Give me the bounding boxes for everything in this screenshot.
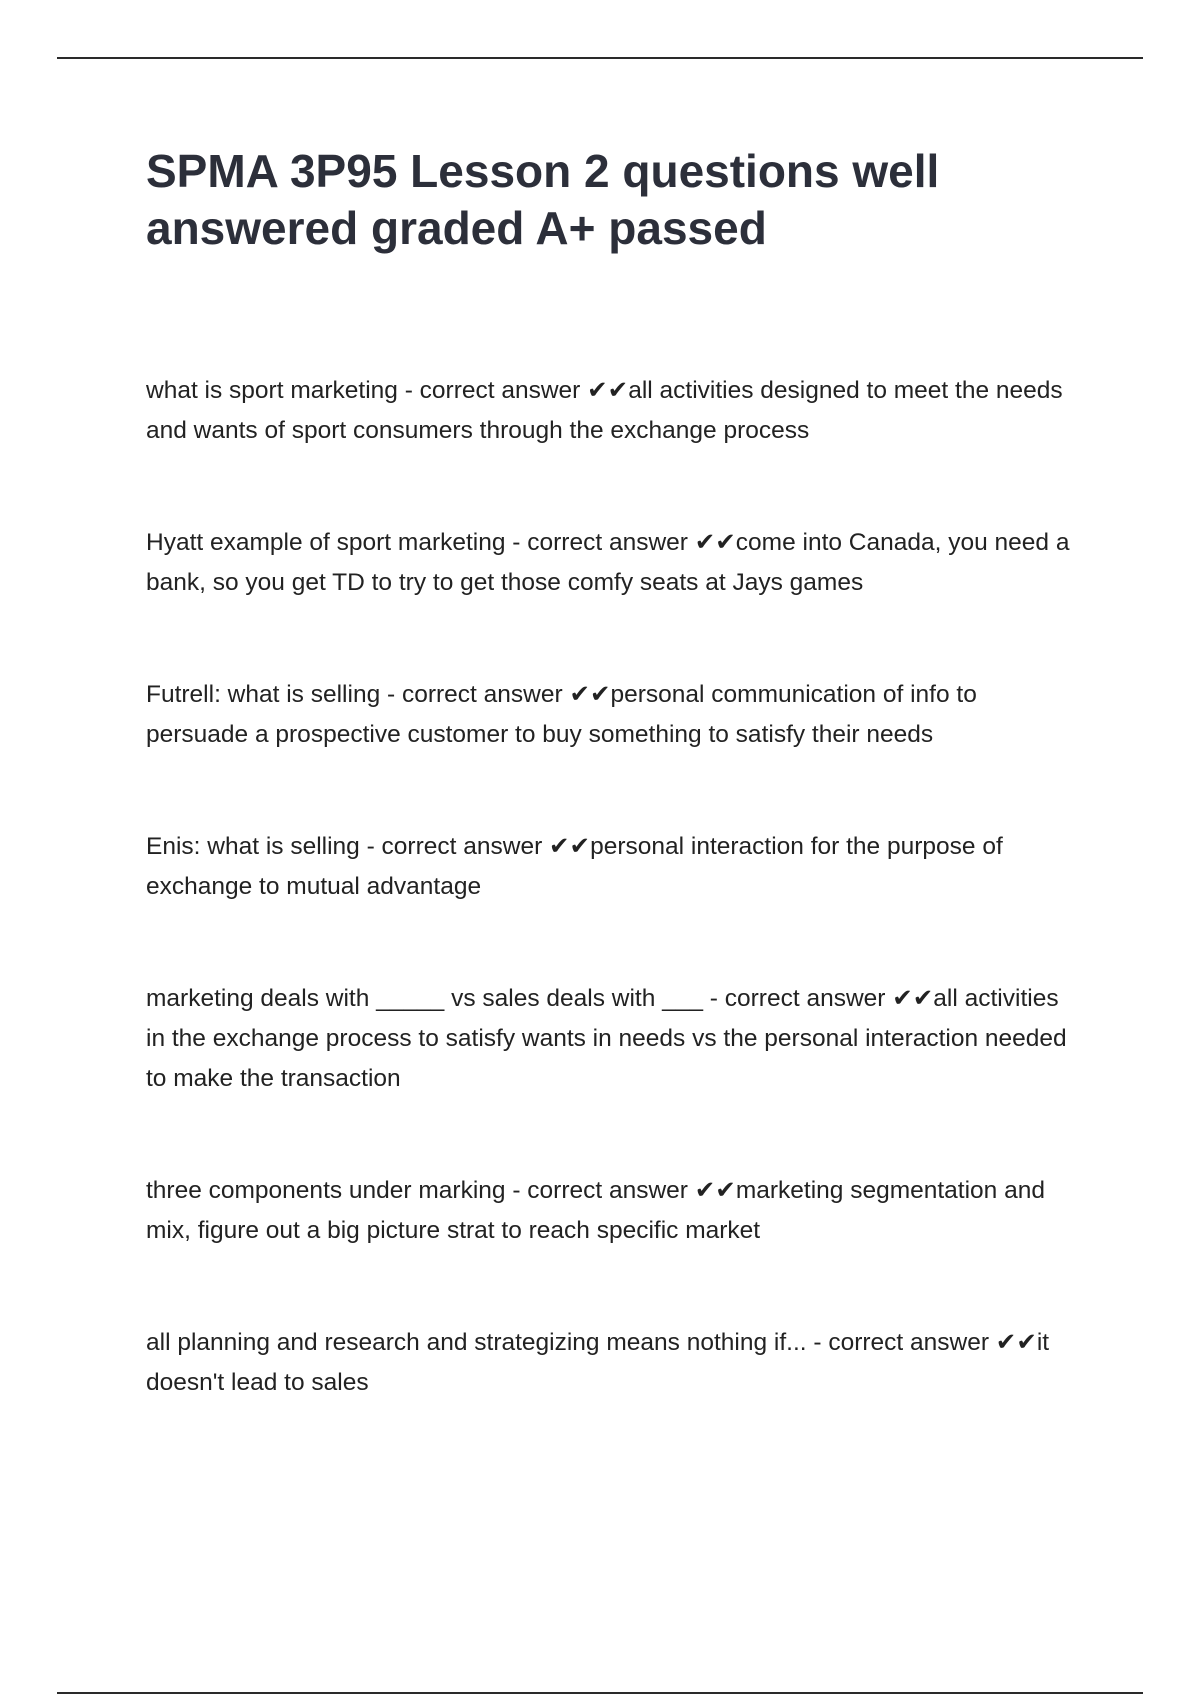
qa-list (146, 371, 1076, 1403)
document-page (146, 143, 1076, 1475)
qa-item: three components under marking - correct answer ✔✔marketing segmentation and mix, figure out a big picture strat to reach specific market (146, 1177, 1045, 1244)
footer-divider (57, 1692, 1143, 1694)
qa-item: Hyatt example of sport marketing - correct answer ✔✔come into Canada, you need a bank, so you get TD to try to get those comfy seats at Jays games (146, 529, 1070, 596)
document-title: SPMA 3P95 Lesson 2 questions well answered graded A+ passed (146, 145, 940, 254)
qa-item: Enis: what is selling - correct answer ✔✔personal interaction for the purpose of exchange to mutual advantage (146, 833, 1003, 900)
qa-item: all planning and research and strategizing means nothing if... - correct answer ✔✔it doesn't lead to sales (146, 1329, 1050, 1396)
qa-item: marketing deals with _____ vs sales deals with ___ - correct answer ✔✔all activities in the exchange process to satisfy wants in needs vs the personal interaction needed to make the transaction (146, 985, 1067, 1092)
header-divider (57, 57, 1143, 59)
qa-item: what is sport marketing - correct answer ✔✔all activities designed to meet the needs and wants of sport consumers through the exchange process (146, 377, 1063, 444)
qa-item: Futrell: what is selling - correct answer ✔✔personal communication of info to persuade a prospective customer to buy something to satisfy their needs (146, 681, 977, 748)
